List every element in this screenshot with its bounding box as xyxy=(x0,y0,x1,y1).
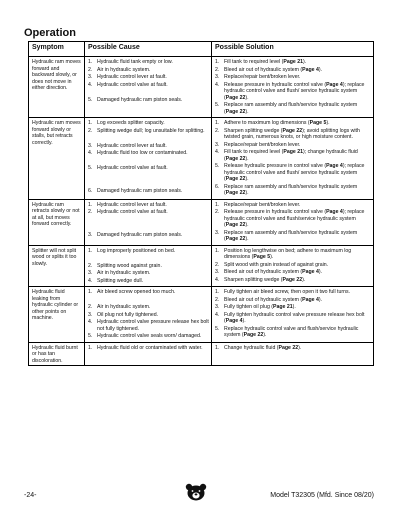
cause-number xyxy=(88,255,97,262)
solution-text: Fully tighten air bleed screw, then open it two full turns. xyxy=(224,289,351,295)
cause-item xyxy=(88,135,209,142)
bear-head-icon xyxy=(185,483,207,501)
cause-text xyxy=(97,297,209,304)
cause-number: 3. xyxy=(88,231,93,238)
table-row xyxy=(29,199,374,245)
solution-number: 5. xyxy=(215,163,220,169)
cause-number: 3. xyxy=(88,74,93,80)
solution-number: 3. xyxy=(215,141,220,148)
cause-item xyxy=(88,173,209,180)
solution-cell xyxy=(212,199,374,245)
solution-item xyxy=(215,304,371,311)
solution-text: Position log lengthwise on bed; adhere to maximum log dimensions (Page 5). xyxy=(224,247,352,260)
solution-number: 4. xyxy=(215,311,220,318)
cause-item xyxy=(88,319,209,332)
cause-number xyxy=(88,135,97,142)
cause-text: Air in hydraulic system. xyxy=(97,66,151,73)
solution-item xyxy=(215,289,371,296)
solution-text: Fill tank to required level (Page 21). xyxy=(224,59,307,65)
cause-number: 5. xyxy=(88,96,93,103)
cause-text xyxy=(97,255,209,262)
table-row xyxy=(29,245,374,287)
solution-text: Split wood with grain instead of against grain. xyxy=(224,261,329,268)
solution-text: Adhere to maximum log dimensions (Page 5). xyxy=(224,120,330,126)
cause-cell xyxy=(85,199,212,245)
solution-item xyxy=(215,269,371,276)
cause-number: 2. xyxy=(88,262,93,269)
solution-number: 3. xyxy=(215,229,220,236)
solution-text: Sharpen splitting wedge (Page 22). xyxy=(224,276,306,283)
cause-text: Splitting wood against grain. xyxy=(97,262,162,269)
table-row xyxy=(29,342,374,366)
cause-item xyxy=(88,209,209,216)
cause-number xyxy=(88,217,97,224)
cause-text: Splitting wedge dull; log unsuitable for splitting. xyxy=(97,127,205,134)
cause-cell xyxy=(85,287,212,343)
cause-item xyxy=(88,82,209,89)
cause-text xyxy=(97,158,209,165)
cause-text: Hydraulic control valve at fault. xyxy=(97,165,168,171)
solution-text: Bleed air out of hydraulic system (Page 4). xyxy=(224,66,323,73)
solution-item xyxy=(215,142,371,149)
cause-cell xyxy=(85,118,212,200)
cause-item xyxy=(88,278,209,285)
cause-number: 5. xyxy=(88,333,93,339)
solution-item xyxy=(215,312,371,325)
cause-text: Hydraulic control lever at fault. xyxy=(97,74,167,80)
cause-text: Hydraulic control lever at fault. xyxy=(97,142,167,149)
cause-number xyxy=(88,89,97,96)
cause-item xyxy=(88,345,209,352)
cause-cell xyxy=(85,342,212,366)
cause-number: 4. xyxy=(88,319,93,325)
cause-text: Hydraulic control valve seals worn/ damaged. xyxy=(97,333,202,339)
cause-item xyxy=(88,188,209,195)
cause-item xyxy=(88,255,209,262)
solution-text: Replace/repair bent/broken lever. xyxy=(224,201,301,208)
cause-text: Air bleed screw opened too much. xyxy=(97,289,176,295)
cause-text xyxy=(97,217,209,224)
cause-number xyxy=(88,173,97,180)
cause-item xyxy=(88,304,209,311)
solution-item xyxy=(215,120,371,127)
cause-item xyxy=(88,217,209,224)
solution-item xyxy=(215,209,371,229)
solution-text: Replace/repair bent/broken lever. xyxy=(224,74,301,80)
cause-text: Splitting wedge dull. xyxy=(97,277,144,284)
cause-item xyxy=(88,74,209,81)
cause-text: Hydraulic fluid tank empty or low. xyxy=(97,59,173,65)
solution-text: Release pressure in hydraulic control valve (Page 4); replace hydraulic control valve and flush/ service hydraulic system (Page 22). xyxy=(224,81,365,101)
solution-item xyxy=(215,262,371,269)
cause-number xyxy=(88,297,97,304)
solution-item xyxy=(215,128,371,141)
solution-cell xyxy=(212,342,374,366)
cause-item xyxy=(88,165,209,172)
solution-item xyxy=(215,163,371,183)
cause-number: 4. xyxy=(88,81,93,88)
solution-text: Replace ram assembly and flush/service hydraulic system (Page 22). xyxy=(224,229,358,242)
solution-number: 1. xyxy=(215,289,220,295)
solution-text: Replace hydraulic control valve and flush/service hydraulic system (Page 22). xyxy=(224,325,359,338)
cause-number: 3. xyxy=(88,142,93,149)
solution-item xyxy=(215,67,371,74)
cause-item xyxy=(88,120,209,127)
cause-number: 1. xyxy=(88,120,93,126)
header-symptom: Symptom xyxy=(29,42,85,57)
cause-item xyxy=(88,143,209,150)
solution-item xyxy=(215,230,371,243)
cause-text: Log improperly positioned on bed. xyxy=(97,247,176,254)
cause-text: Hydraulic control valve at fault. xyxy=(97,81,168,88)
cause-number: 1. xyxy=(88,344,93,351)
cause-text: Oil plug not fully tightened. xyxy=(97,311,159,318)
cause-number: 4. xyxy=(88,150,93,156)
solution-item xyxy=(215,248,371,261)
table-row xyxy=(29,57,374,118)
cause-number xyxy=(88,158,97,165)
cause-item xyxy=(88,333,209,340)
cause-number: 1. xyxy=(88,59,93,65)
solution-number: 3. xyxy=(215,304,220,310)
cause-number: 6. xyxy=(88,187,93,194)
solution-item xyxy=(215,297,371,304)
solution-cell xyxy=(212,287,374,343)
solution-number: 4. xyxy=(215,276,220,283)
cause-text: Hydraulic control lever at fault. xyxy=(97,201,167,208)
cause-text: Air in hydraulic system. xyxy=(97,270,151,276)
cause-item xyxy=(88,224,209,231)
cause-text: Log exceeds splitter capacity. xyxy=(97,120,165,126)
solution-cell xyxy=(212,57,374,118)
cause-item xyxy=(88,89,209,96)
page-title: Operation xyxy=(24,27,76,39)
solution-text: Fully tighten hydraulic control valve pressure release hex bolt (Page 4). xyxy=(224,311,365,324)
solution-cell xyxy=(212,118,374,200)
table-header-row xyxy=(29,42,374,57)
header-possible-cause: Possible Cause xyxy=(85,42,212,57)
troubleshooting-table xyxy=(28,41,374,366)
cause-text xyxy=(97,135,209,142)
cause-number: 1. xyxy=(88,289,93,295)
cause-item xyxy=(88,270,209,277)
solution-text: Bleed air out of hydraulic system (Page 4). xyxy=(224,296,323,303)
cause-item xyxy=(88,97,209,104)
cause-number: 1. xyxy=(88,247,93,254)
cause-item xyxy=(88,297,209,304)
symptom-cell: Hydraulic fluid leaking from hydraulic cylinder or other points on machine. xyxy=(29,287,85,343)
solution-text: Replace ram assembly and flush/service hydraulic system (Page 22). xyxy=(224,102,358,115)
symptom-cell: Hydraulic ram retracts slowly or not at all, but moves forward correctly. xyxy=(29,199,85,245)
cause-number: 2. xyxy=(88,127,93,134)
cause-text: Hydraulic control valve at fault. xyxy=(97,209,168,215)
solution-item xyxy=(215,59,371,66)
cause-number: 5. xyxy=(88,165,93,171)
cause-number xyxy=(88,180,97,187)
cause-number xyxy=(88,224,97,231)
solution-text: Release pressure in hydraulic control valve (Page 4); replace hydraulic control valve and flush/service hydraulic system (Page 22). xyxy=(224,209,365,228)
cause-item xyxy=(88,289,209,296)
solution-number: 4. xyxy=(215,149,220,155)
solution-number: 2. xyxy=(215,209,220,215)
solution-item xyxy=(215,74,371,81)
solution-item xyxy=(215,345,371,352)
solution-text: Replace/repair bent/broken lever. xyxy=(224,141,301,148)
symptom-cell: Hydraulic ram moves forward slowly or stalls, but retracts correctly. xyxy=(29,118,85,200)
solution-text: Fully tighten oil plug (Page 21). xyxy=(224,304,296,310)
cause-text xyxy=(97,173,209,180)
model-info: Model T32305 (Mfd. Since 08/20) xyxy=(270,492,374,499)
cause-text: Air in hydraulic system. xyxy=(97,304,151,310)
solution-number: 1. xyxy=(215,59,220,65)
cause-text xyxy=(97,89,209,96)
solution-number: 2. xyxy=(215,261,220,268)
solution-number: 1. xyxy=(215,344,220,351)
solution-item xyxy=(215,82,371,102)
cause-cell xyxy=(85,245,212,287)
cause-item xyxy=(88,67,209,74)
cause-item xyxy=(88,128,209,135)
cause-item xyxy=(88,150,209,157)
solution-number: 3. xyxy=(215,269,220,275)
solution-text: Release hydraulic pressure in control valve (Page 4); replace hydraulic control valve and flush/ service hydraulic system (Page 22). xyxy=(224,163,365,182)
solution-text: Replace ram assembly and flush/service hydraulic system (Page 22). xyxy=(224,183,358,196)
solution-item xyxy=(215,184,371,197)
solution-number: 5. xyxy=(215,325,220,332)
symptom-cell: Splitter will not split wood or splits it too slowly. xyxy=(29,245,85,287)
solution-number: 2. xyxy=(215,66,220,73)
cause-text xyxy=(97,224,209,231)
cause-number: 2. xyxy=(88,66,93,73)
cause-text: Damaged hydraulic ram piston seals. xyxy=(97,96,183,103)
table-row xyxy=(29,118,374,200)
cause-text: Damaged hydraulic ram piston seals. xyxy=(97,187,183,194)
cause-item xyxy=(88,180,209,187)
solution-item xyxy=(215,202,371,209)
cause-text: Hydraulic control valve pressure release hex bolt not fully tightened. xyxy=(97,319,209,332)
solution-item xyxy=(215,277,371,284)
solution-number: 1. xyxy=(215,120,220,126)
symptom-cell: Hydraulic fluid burnt or has tan discoloration. xyxy=(29,342,85,366)
cause-item xyxy=(88,263,209,270)
cause-cell xyxy=(85,57,212,118)
solution-number: 2. xyxy=(215,127,220,134)
table-body xyxy=(29,57,374,366)
page-number: -24- xyxy=(24,492,37,499)
cause-number: 3. xyxy=(88,270,93,276)
solution-text: Fill tank to required level (Page 21); change hydraulic fluid (Page 22). xyxy=(224,149,358,162)
solution-item xyxy=(215,102,371,115)
solution-number: 1. xyxy=(215,247,220,254)
cause-item xyxy=(88,232,209,239)
cause-number: 4. xyxy=(88,277,93,284)
solution-text: Change hydraulic fluid (Page 22). xyxy=(224,344,302,351)
cause-item xyxy=(88,158,209,165)
solution-cell xyxy=(212,245,374,287)
cause-number: 2. xyxy=(88,304,93,310)
solution-text: Bleed air out of hydraulic system (Page 4). xyxy=(224,269,323,275)
cause-text xyxy=(97,180,209,187)
cause-number: 1. xyxy=(88,201,93,208)
cause-item xyxy=(88,248,209,255)
cause-text: Hydraulic fluid too low or contaminated. xyxy=(97,150,188,156)
solution-number: 1. xyxy=(215,201,220,208)
cause-number: 3. xyxy=(88,311,93,318)
solution-number: 2. xyxy=(215,296,220,303)
cause-item xyxy=(88,202,209,209)
symptom-cell: Hydraulic ram moves forward and backward slowly, or does not move in either direction. xyxy=(29,57,85,118)
header-possible-solution: Possible Solution xyxy=(212,42,374,57)
solution-number: 5. xyxy=(215,102,220,108)
cause-text: Hydraulic fluid old or contaminated with water. xyxy=(97,344,203,351)
solution-number: 4. xyxy=(215,81,220,88)
table-row xyxy=(29,287,374,343)
cause-number: 2. xyxy=(88,209,93,215)
cause-item xyxy=(88,59,209,66)
solution-item xyxy=(215,149,371,162)
solution-item xyxy=(215,326,371,339)
solution-number: 3. xyxy=(215,74,220,80)
solution-number: 6. xyxy=(215,183,220,190)
cause-text: Damaged hydraulic ram piston seals. xyxy=(97,231,183,238)
cause-item xyxy=(88,312,209,319)
solution-text: Sharpen splitting wedge (Page 22); avoid splitting logs with twisted grain, numerous knots, or high moisture content. xyxy=(224,127,360,140)
